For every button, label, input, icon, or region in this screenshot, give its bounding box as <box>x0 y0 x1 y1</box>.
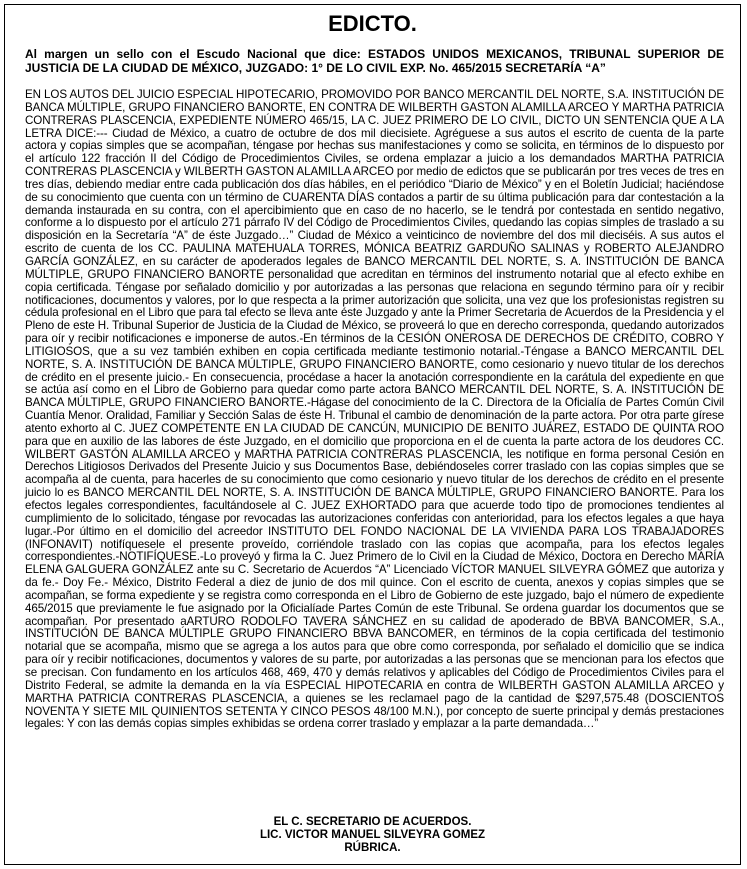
document-title: EDICTO. <box>328 11 417 36</box>
document-subtitle: Al margen un sello con el Escudo Nacional que dice: ESTADOS UNIDOS MEXICANOS, TRIBUNAL SUPERIOR DE JUSTICIA DE LA CIUDAD DE MÉXICO, JUZGADO: 1° DE LO CIVIL EXP. No. 465/2015 SECRETARÍA “A” <box>25 47 724 75</box>
signature-rubric: RÚBRICA. <box>344 842 401 854</box>
signature-title: EL C. SECRETARIO DE ACUERDOS. <box>273 816 472 828</box>
edict-frame <box>4 4 741 865</box>
signature-block <box>5 816 740 855</box>
document-body: EN LOS AUTOS DEL JUICIO ESPECIAL HIPOTECARIO, PROMOVIDO POR BANCO MERCANTIL DEL NORTE, S.A. INSTITUCIÓN DE BANCA MÚLTIPLE, GRUPO FINANCIERO BANORTE, EN CONTRA DE WILBERTH GASTON ALAMILLA ARCEO Y MARTHA PATRICIA CONTRERAS PLASCENCIA, EXPEDIENTE NÚMERO 465/15, LA C. JUEZ PRIMERO DE LO CIVIL, DICTO UN SENTENCIA QUE A LA LETRA DICE:--- Ciudad de México, a cuatro de octubre de dos mil diecisiete. Agréguese a sus autos el escrito de cuenta de la parte actora y copias simples que se acompañan, téngase por hechas sus manifestaciones y como se solicita, en términos de lo dispuesto por el artículo 122 fracción II del Código de Procedimientos Civiles, se ordena emplazar a juicio a los demandados MARTHA PATRICIA CONTRERAS PLASCENCIA y WILBERTH GASTON ALAMILLA ARCEO por medio de edictos que se publicarán por tres veces de tres en tres días, debiendo mediar entre cada publicación dos días hábiles, en el periódico “Diario de México” y en el Boletín Judicial; haciéndose de su conocimiento que cuenta con un término de CUARENTA DÍAS contados a partir de su última publicación para dar contestación a la demanda instaurada en su contra, con el apercibimiento que en caso de no hacerlo, se le tendrá por contestada en sentido negativo, conforme a lo dispuesto por el artículo 271 párrafo IV del Código de Procedimientos Civiles, quedando las copias simples de traslado a su disposición en la Secretaría “A” de éste Juzgado…” Ciudad de México a veinticinco de noviembre del dos mil dieciséis. A sus autos el escrito de cuenta de los CC. PAULINA MATEHUALA TORRES, MÓNICA BEATRIZ GARDUÑO SALINAS y ROBERTO ALEJANDRO GARCÍA GONZÁLEZ, en su carácter de apoderados legales de BANCO MERCANTIL DEL NORTE, S. A. INSTITUCIÓN DE BANCA MÚLTIPLE, GRUPO FINANCIERO BANORTE personalidad que acreditan en términos del instrumento notarial que al efecto exhibe en copia certificada. Téngase por señalado domicilio y por autorizadas a las personas que relaciona en segundo término para oír y recibir notificaciones, documentos y valores, por lo que respecta a la primer autorización que solicita, una vez que los profesionistas registren su cédula profesional en el Libro que para tal efecto se lleva ante éste Juzgado y ante la Primer Secretaria de Acuerdos de la Presidencia y el Pleno de este H. Tribunal Superior de Justicia de la Ciudad de México, se proveerá lo que en derecho corresponda, quedando autorizados para oír y recibir notificaciones e imponerse de autos.-En términos de la CESIÓN ONEROSA DE DERECHOS DE CRÉDITO, COBRO Y LITIGIOSOS, que a su vez también exhiben en copia certificada mediante testimonio notarial.-Téngase a BANCO MERCANTIL DEL NORTE, S. A. INSTITUCIÓN DE BANCA MÚLTIPLE, GRUPO FINANCIERO BANORTE, como cesionario y nuevo titular de los derechos de crédito en el presente juicio.- En consecuencia, procédase a hacer la anotación correspondiente en la carátula del expediente en que se actúa así como en el Libro de Gobierno para quedar como parte actora BANCO MERCANTIL DEL NORTE, S. A. INSTITUCIÓN DE BANCA MÚLTIPLE, GRUPO FINANCIERO BANORTE.-Hágase del conocimiento de la C. Directora de la Oficialía de Partes Común Civil Cuantía Menor. Oralidad, Familiar y Sección Salas de éste H. Tribunal el cambio de denominación de la parte actora. Por otra parte gírese atento exhorto al C. JUEZ COMPETENTE EN LA CIUDAD DE CANCÚN, MUNICIPIO DE BENITO JUÁREZ, ESTADO DE QUINTA ROO para que en auxilio de las labores de éste Juzgado, en el domicilio que proporciona en el de cuenta la parte actora de los deudores CC. WILBERT GASTÓN ALAMILLA ARCEO y MARTHA PATRICIA CONTRERAS PLASCENCIA, les notifique en forma personal Cesión en Derechos Litigiosos Derivados del Presente Juicio y sus Documentos Base, debiéndoseles correr traslado con las copias simples que se acompaña al de cuenta, para hacerles de su conocimiento que como cesionario y nuevo titular de los derechos de crédito en el presente juicio lo es BANCO MERCANTIL DEL NORTE, S. A. INSTITUCIÓN DE BANCA MÚLTIPLE, GRUPO FINANCIERO BANORTE. Para los efectos legales correspondientes, facultándosele al C. JUEZ EXHORTADO para que acuerde todo tipo de promociones tendientes al cumplimiento de lo solicitado, téngase por revocadas las autorizaciones conferidas con anterioridad, para los efectos legales a que haya lugar.-Por último en el domicilio del acreedor INSTITUTO DEL FONDO NACIONAL DE LA VIVIENDA PARA LOS TRABAJADORES (INFONAVIT) notifíquesele el presente proveído, corriéndole traslado con las copias que acompaña, para los efectos legales correspondientes.-NOTIFÍQUESE.-Lo proveyó y firma la C. Juez Primero de lo Civil en la Ciudad de México, Doctora en Derecho MARÍA ELENA GALGUERA GONZÁLEZ ante su C. Secretario de Acuerdos “A” Licenciado VÍCTOR MANUEL SILVEYRA GÓMEZ que autoriza y da fe.- Doy Fe.- México, Distrito Federal a diez de junio de dos mil quince. Con el escrito de cuenta, anexos y copias simples que se acompañan, se forma expediente y se registra como corresponda en el Libro de Gobierno de este juzgado, bajo el número de expediente 465/2015 que previamente le fue asignado por la Oficialíade Partes Común de este Tribunal. Se ordena guardar los documentos que se acompañan. Por presentado aARTURO RODOLFO TAVERA SÁNCHEZ en su calidad de apoderado de BBVA BANCOMER, S.A., INSTITUCIÓN DE BANCA MÚLTIPLE GRUPO FINANCIERO BBVA BANCOMER, en términos de la copia certificada del testimonio notarial que se acompaña, mismo que se agrega a los autos para que obre como corresponda, por señalado el domicilio que se indica para oír y recibir notificaciones, documentos y valores de su parte, por autorizadas a las personas que se mencionan para los efectos que se precisan. Con fundamento en los artículos 468, 469, 470 y demás relativos y aplicables del Código de Procedimientos Civiles para el Distrito Federal, se admite la demanda en la vía ESPECIAL HIPOTECARIA en contra de WILBERTH GASTON ALAMILLA ARCEO y MARTHA PATRICIA CONTRERAS PLASCENCIA, a quienes se les reclamael pago de la cantidad de $297,575.48 (DOSCIENTOS NOVENTA Y SIETE MIL QUINIENTOS SETENTA Y CINCO PESOS 48/100 M.N.), por concepto de suerte principal y demás prestaciones legales: Y con las demás copias simples exhibidas se ordena correr traslado y emplazar a la parte demandada…” <box>25 88 724 731</box>
signature-name: LIC. VICTOR MANUEL SILVEYRA GOMEZ <box>259 829 486 841</box>
